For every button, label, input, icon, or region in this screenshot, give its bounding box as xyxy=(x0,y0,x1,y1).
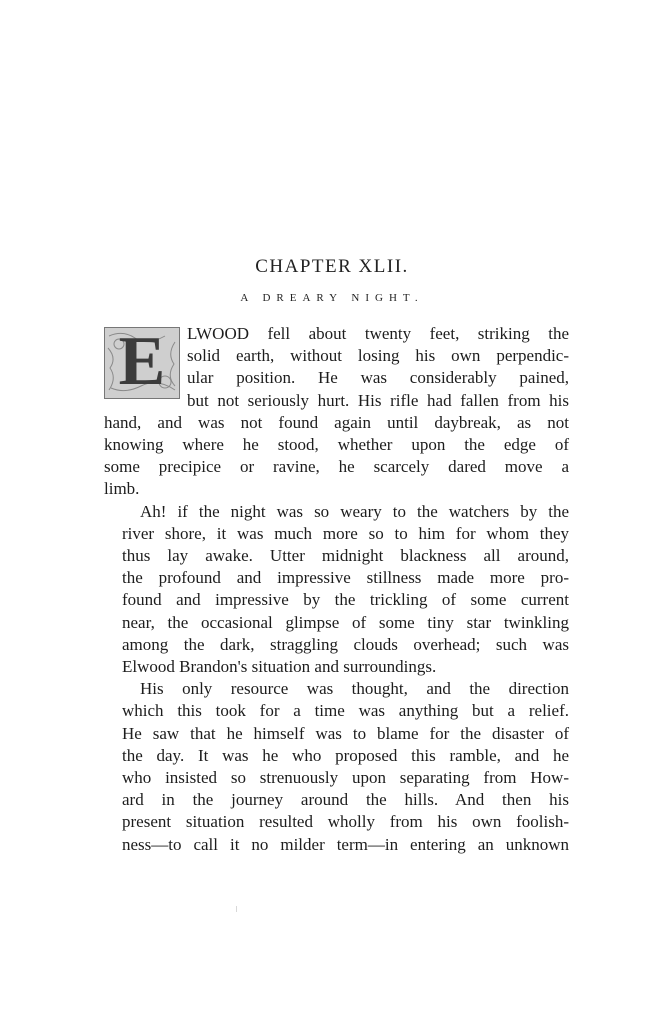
text-line: ness—to call it no milder term—in entering an unknown xyxy=(122,834,569,854)
chapter-body xyxy=(104,323,569,856)
text-line: present situation resulted wholly from his own foolish- xyxy=(122,812,569,832)
text-line: which this took for a time was anything but a relief. xyxy=(122,701,569,721)
text-line: thus lay awake. Utter midnight blackness all around, xyxy=(122,546,569,566)
text-line: LWOOD fell about twenty feet, striking the xyxy=(187,324,569,343)
text-line: ard in the journey around the hills. And then his xyxy=(122,790,569,810)
text-line: among the dark, straggling clouds overhead; such was xyxy=(122,634,569,654)
text-line: knowing where he stood, whether upon the edge of xyxy=(104,435,569,455)
decorative-initial xyxy=(104,327,180,399)
paragraph-3 xyxy=(104,678,569,856)
text-line: hand, and was not found again until daybreak, as not xyxy=(104,412,569,432)
text-line: the profound and impressive stillness made more pro- xyxy=(122,568,569,588)
text-line: near, the occasional glimpse of some tiny star twinkling xyxy=(122,612,569,632)
page-speck xyxy=(236,906,237,912)
text-line: but not seriously hurt. His rifle had fallen from his xyxy=(187,390,569,410)
text-line: river shore, it was much more so to him for whom they xyxy=(122,523,569,543)
initial-letter: E xyxy=(118,327,166,399)
text-line: ular position. He was considerably pained, xyxy=(187,368,569,388)
text-line: Ah! if the night was so weary to the watchers by the xyxy=(140,501,569,521)
text-line: His only resource was thought, and the direction xyxy=(140,679,569,699)
text-line: limb. xyxy=(104,479,140,499)
text-line: the day. It was he who proposed this ramble, and he xyxy=(122,745,569,765)
text-line: found and impressive by the trickling of some current xyxy=(122,590,569,610)
text-line: Elwood Brandon's situation and surroundings. xyxy=(122,657,437,677)
text-line: solid earth, without losing his own perpendic- xyxy=(187,346,569,366)
paragraph-2 xyxy=(104,501,569,679)
chapter-title: CHAPTER XLII. xyxy=(255,256,409,277)
text-line: some precipice or ravine, he scarcely dared move a xyxy=(104,457,569,477)
text-line: who insisted so strenuously upon separating from How- xyxy=(122,768,569,788)
chapter-subtitle: A DREARY NIGHT. xyxy=(240,292,424,304)
text-line: He saw that he himself was to blame for the disaster of xyxy=(122,723,569,743)
